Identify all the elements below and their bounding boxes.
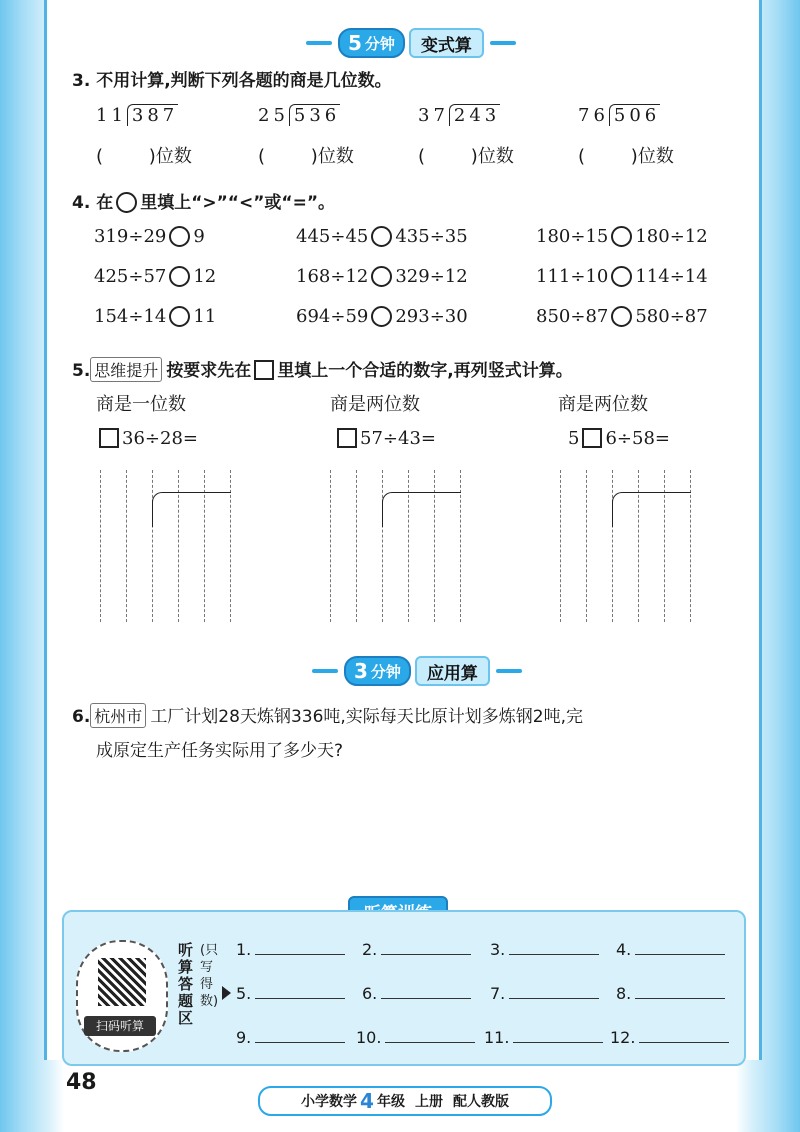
rhs: 114÷14 [635, 266, 708, 287]
lhs: 180÷15 [536, 226, 609, 247]
square-symbol [254, 360, 274, 380]
q5-expression-2 [334, 428, 436, 449]
divisor: 76 [578, 105, 609, 126]
rhs: 12 [193, 266, 217, 287]
answer-blank-1[interactable] [236, 940, 345, 959]
q6-tag: 杭州市 [90, 703, 146, 728]
answer-blank-5[interactable] [236, 984, 345, 1003]
rhs: 11 [193, 306, 217, 327]
answer-blank-4[interactable] [616, 940, 725, 959]
time-badge-unit: 分钟 [364, 34, 395, 53]
q5-number: 5. [72, 361, 91, 381]
compare-circle[interactable] [611, 306, 632, 327]
footer-term: 上册 [414, 1094, 443, 1110]
q4-item [94, 266, 216, 287]
blank-number: 7. [490, 984, 506, 1003]
q3-division-4 [578, 104, 660, 126]
lhs: 154÷14 [94, 306, 167, 327]
section-title: 应用算 [415, 656, 490, 686]
rhs: 329÷12 [395, 266, 468, 287]
compare-circle[interactable] [371, 266, 392, 287]
blank-line [513, 1042, 603, 1043]
rhs: 9 [193, 226, 205, 247]
time-badge-number: 3 [354, 659, 368, 683]
answer-blank-10[interactable] [356, 1028, 475, 1047]
digit-box[interactable] [582, 428, 602, 448]
q3-answer-1[interactable]: ( )位数 [96, 146, 192, 167]
lhs: 445÷45 [296, 226, 369, 247]
lhs: 694÷59 [296, 306, 369, 327]
lhs: 425÷57 [94, 266, 167, 287]
footer-edition: 配人教版 [452, 1094, 509, 1110]
answer-blank-12[interactable] [610, 1028, 729, 1047]
q3-division-2 [258, 104, 340, 126]
answer-blank-11[interactable] [484, 1028, 603, 1047]
rhs: 580÷87 [635, 306, 708, 327]
time-badge [338, 28, 405, 58]
circle-symbol [116, 192, 137, 213]
section-header-variant [300, 28, 522, 58]
header-bar-left [306, 41, 332, 45]
page-number: 48 [66, 1070, 97, 1095]
compare-circle[interactable] [169, 306, 190, 327]
lhs: 850÷87 [536, 306, 609, 327]
q4-prompt [72, 188, 335, 213]
grid-line [330, 470, 331, 622]
blank-number: 3. [490, 940, 506, 959]
play-arrow-icon [222, 986, 231, 1000]
header-bar-right [490, 41, 516, 45]
compare-circle[interactable] [611, 226, 632, 247]
grid-line [356, 470, 357, 622]
header-bar-right [496, 669, 522, 673]
blank-line [635, 998, 725, 999]
grid-line [382, 470, 383, 622]
blank-number: 10. [356, 1028, 382, 1047]
q4-item [536, 226, 708, 247]
blank-line [635, 954, 725, 955]
time-badge-number: 5 [348, 31, 362, 55]
blank-line [381, 954, 471, 955]
blank-number: 4. [616, 940, 632, 959]
q5-label-2: 商是两位数 [330, 394, 420, 415]
divisor: 11 [96, 105, 127, 126]
q4-item [94, 226, 205, 247]
footer-grade-number: 4 [360, 1089, 374, 1113]
grid-line [560, 470, 561, 622]
q3-answer-4[interactable]: ( )位数 [578, 146, 674, 167]
lhs: 319÷29 [94, 226, 167, 247]
blank-line [509, 998, 599, 999]
q4-item [296, 226, 468, 247]
q3-division-1 [96, 104, 178, 126]
grid-line [586, 470, 587, 622]
listening-panel [62, 910, 746, 1066]
division-bracket [152, 492, 231, 527]
q4-prompt-pre: 4. 在 [72, 193, 114, 213]
q4-item [296, 306, 468, 327]
blank-number: 12. [610, 1028, 636, 1047]
q5-label-3: 商是两位数 [558, 394, 648, 415]
blank-number: 6. [362, 984, 378, 1003]
digit-box[interactable] [99, 428, 119, 448]
blank-line [639, 1042, 729, 1043]
dividend: 243 [449, 104, 500, 126]
q4-prompt-post: 里填上“>”“<”或“=”。 [140, 193, 335, 213]
long-division-grid-3[interactable] [560, 470, 700, 622]
divisor: 37 [418, 105, 449, 126]
time-badge [344, 656, 411, 686]
lhs: 111÷10 [536, 266, 609, 287]
q5-expression-1 [96, 428, 198, 449]
blank-number: 9. [236, 1028, 252, 1047]
answer-area-note: (只写得数) [200, 943, 219, 1009]
compare-circle[interactable] [169, 226, 190, 247]
division-bracket [612, 492, 691, 527]
blank-number: 1. [236, 940, 252, 959]
q3-answer-3[interactable]: ( )位数 [418, 146, 514, 167]
expression-rest: 6÷58= [605, 428, 670, 449]
blank-line [509, 954, 599, 955]
q5-prompt-post: 里填上一个合适的数字,再列竖式计算。 [277, 361, 573, 381]
grid-line [126, 470, 127, 622]
compare-circle[interactable] [611, 266, 632, 287]
long-division-grid-1[interactable] [100, 470, 240, 622]
q6-line-1 [72, 702, 583, 728]
blank-number: 11. [484, 1028, 510, 1047]
rhs: 180÷12 [635, 226, 708, 247]
answer-blank-6[interactable] [362, 984, 471, 1003]
answer-blank-2[interactable] [362, 940, 471, 959]
long-division-grid-2[interactable] [330, 470, 470, 622]
blank-line [255, 954, 345, 955]
blank-line [255, 1042, 345, 1043]
lhs: 168÷12 [296, 266, 369, 287]
book-footer [258, 1086, 552, 1116]
q6-number: 6. [72, 707, 91, 727]
q5-tag: 思维提升 [90, 357, 162, 382]
q5-prompt [72, 356, 573, 382]
blank-number: 8. [616, 984, 632, 1003]
blank-line [385, 1042, 475, 1043]
q3-prompt: 3. 不用计算,判断下列各题的商是几位数。 [72, 71, 392, 91]
footer-grade-unit: 年级 [376, 1094, 405, 1110]
section-header-applied [306, 656, 528, 686]
q6-line-2: 成原定生产任务实际用了多少天? [96, 741, 344, 761]
answer-blank-8[interactable] [616, 984, 725, 1003]
rhs: 435÷35 [395, 226, 468, 247]
answer-area-label: 听算答题区 [178, 941, 194, 1027]
section-title: 变式算 [409, 28, 484, 58]
q4-item [296, 266, 468, 287]
blank-line [381, 998, 471, 999]
answer-blank-7[interactable] [490, 984, 599, 1003]
q6-text-1: 工厂计划28天炼钢336吨,实际每天比原计划多炼钢2吨,完 [150, 707, 584, 727]
digit-box[interactable] [337, 428, 357, 448]
qr-frame [76, 940, 168, 1052]
grid-line [152, 470, 153, 622]
grid-line [100, 470, 101, 622]
grid-line [612, 470, 613, 622]
answer-blank-3[interactable] [490, 940, 599, 959]
q5-label-1: 商是一位数 [96, 394, 186, 415]
compare-circle[interactable] [371, 226, 392, 247]
time-badge-unit: 分钟 [370, 662, 401, 681]
q3-answer-2[interactable]: ( )位数 [258, 146, 354, 167]
q5-prompt-pre: 按要求先在 [166, 361, 252, 381]
header-bar-left [312, 669, 338, 673]
q5-expression-3 [568, 428, 670, 449]
blank-number: 2. [362, 940, 378, 959]
q4-item [536, 266, 708, 287]
q4-item [94, 306, 216, 327]
dividend: 536 [289, 104, 340, 126]
divisor: 25 [258, 105, 289, 126]
qr-code-icon[interactable] [98, 958, 146, 1006]
q3-division-3 [418, 104, 500, 126]
blank-line [255, 998, 345, 999]
rhs: 293÷30 [395, 306, 468, 327]
footer-subject: 小学数学 [301, 1094, 358, 1110]
dividend: 387 [127, 104, 178, 126]
division-bracket [382, 492, 461, 527]
answer-blank-9[interactable] [236, 1028, 345, 1047]
expression-rest: 57÷43= [360, 428, 436, 449]
q4-item [536, 306, 708, 327]
dividend: 506 [609, 104, 660, 126]
compare-circle[interactable] [371, 306, 392, 327]
qr-caption: 扫码听算 [84, 1016, 156, 1036]
blank-number: 5. [236, 984, 252, 1003]
expression-rest: 36÷28= [122, 428, 198, 449]
prefix-digit: 5 [568, 428, 580, 449]
compare-circle[interactable] [169, 266, 190, 287]
